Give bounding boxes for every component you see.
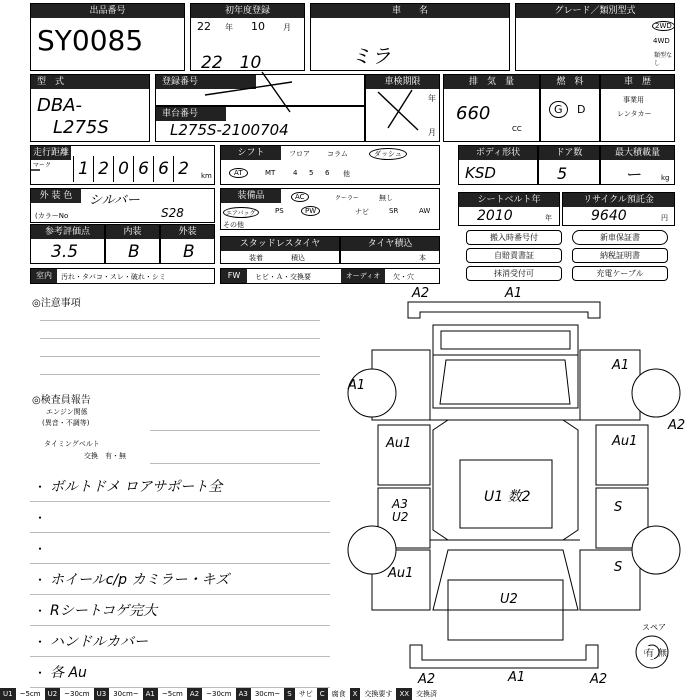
color-no-value: S28 [161,206,184,220]
legend-value: サビ [298,690,313,698]
shift-header: シフト [221,146,281,160]
car-name-header: 車 名 [311,4,509,18]
shift-mt: MT [265,169,276,177]
mileage-digit: 0 [113,156,133,182]
equipment-cooler: クーラー [335,195,360,202]
grade-header: グレード／類別型式 [516,4,674,18]
color-header: 外 装 色 [31,189,81,203]
tire-load-unit: 本 [419,254,426,262]
legend-key: A3 [236,688,251,700]
model-header: 型 式 [31,75,149,89]
report-item-bullet: ・ [34,511,47,525]
legend-value: 30cm~ [254,690,281,698]
history-header: 車 歴 [601,75,674,89]
mileage-digit: 6 [153,156,173,182]
tire-load-header: タイヤ積込 [341,237,439,251]
mark-a2-right: A2 [668,418,686,433]
recycle-unit: 円 [661,214,668,222]
score-header: 参考評価点 [31,225,104,239]
damage-legend [0,688,700,700]
doc-tax-cert: 納税証明書 [572,248,668,263]
report-item-bullet: ・ [34,666,47,680]
mileage-digit: 6 [133,156,153,182]
equipment-ac: AC [291,192,309,202]
legend-value: ~30cm [206,690,232,698]
seatbelt-header: シートベルト年 [459,193,559,207]
interior-row-items: 汚れ・タバコ・スレ・破れ・シミ [61,273,166,281]
interior-score-header: 内装 [106,225,159,239]
audio-items: 欠・穴 [393,273,414,281]
shift-6: 6 [325,169,330,177]
legend-key: XX [396,688,412,700]
model-line1: DBA- [37,95,83,116]
recycle-header: リサイクル預託金 [563,193,674,207]
equipment-sr: SR [389,207,399,215]
capacity-unit: kg [661,174,670,182]
report-item-text: 各 Au [50,665,87,681]
fuel-d: D [577,103,586,116]
capacity-header: 最大積載量 [601,146,674,160]
report-item-bullet: ・ [34,604,47,618]
mark-a3u2-left-rear-door: A3 U2 [392,497,409,524]
report-item-bullet: ・ [34,573,47,587]
shift-5: 5 [309,169,314,177]
engine-label: エンジン関係 [46,408,88,416]
body-value: KSD [465,164,496,182]
legend-key: S [284,688,294,700]
first-registration-header: 初年度登録 [191,4,304,18]
legend-value: ~30cm [64,690,90,698]
studless-header: スタッドレスタイヤ [221,237,339,251]
doors-value: 5 [557,164,568,183]
mark-u2-rear: U2 [500,592,518,607]
fw-row-label: FW [221,269,247,283]
mark-u1-roof: U1 数2 [484,489,531,505]
timing-exchange: 交換 有・無 [84,452,126,460]
mileage-digit: 1 [73,156,93,182]
first-reg-year-unit: 年 [225,23,233,32]
first-reg-year-text: 22 [197,20,211,33]
chassis-header: 車台番号 [156,107,226,121]
audio-label: オーディオ [341,269,385,283]
timing-label: タイミングベルト [44,440,100,448]
capacity-value: ー [625,165,642,184]
fuel-header: 燃 料 [541,75,599,89]
doc-self-cert: 自賠責書証 [466,248,562,263]
report-item-text: ホイールc/p カミラー・キズ [50,572,230,588]
report-item-bullet: ・ [34,542,47,556]
equipment-header: 装備品 [221,189,281,203]
shift-at: AT [229,168,248,178]
mileage-digit: 2 [173,156,193,182]
legend-value: ~5cm [19,690,41,698]
exterior-score-value: B [183,242,195,262]
exterior-score-header: 外装 [161,225,214,239]
equipment-none: 無し [379,194,393,202]
color-value: シルバー [89,193,140,208]
mark-a1-rear: A1 [508,670,526,685]
equipment-navi: ナビ [355,208,369,216]
mark-au1-left-rear: Au1 [388,566,414,581]
shift-floor: フロア [289,150,310,158]
seatbelt-unit: 年 [545,214,552,222]
seatbelt-value: 2010 [477,208,513,224]
model-line2: L275S [53,117,109,138]
history-business: 事業用 [623,96,644,104]
report-item-bullet: ・ [34,480,47,494]
shift-dash: ダッシュ [369,148,407,160]
engine-sub: (異音・不調等) [42,419,90,427]
interior-score-value: B [128,242,140,262]
registration-header: 登録番号 [156,75,256,89]
first-reg-month-unit: 月 [283,23,291,32]
mileage-marker: マーク [33,162,52,169]
legend-key: U1 [0,688,16,700]
studless-installed: 装着 [249,254,263,262]
first-reg-handwritten: 22 10 [201,53,262,73]
inspection-header: 車検期限 [366,75,439,89]
inspection-month-unit: 月 [428,128,436,137]
mark-a2-rear-left: A2 [418,672,436,687]
doc-manual: 搬入時番号付 [466,230,562,245]
mark-s-right-rear: S [614,560,623,575]
doc-charge: 充電ケーブル [572,266,668,281]
legend-value: 交換済 [416,690,438,698]
report-item-bullet: ・ [34,635,47,649]
mark-au1-left-front-door: Au1 [386,436,412,451]
fw-row-items: ヒビ・Ａ・交換要 [255,273,311,281]
equipment-airbag: エアバッグ [223,207,259,218]
report-item-text: ハンドルカバー [50,634,148,650]
lot-number-value: SY0085 [37,24,144,57]
legend-value: 腐食 [331,690,346,698]
history-rental: レンタカー [617,110,652,118]
spare-label: スペア [642,623,666,632]
equipment-aw: AW [419,207,431,215]
legend-key: X [350,688,361,700]
report-title: ◎検査員報告 [32,395,91,406]
chassis-value: L275S-2100704 [170,121,289,139]
legend-key: A2 [187,688,202,700]
interior-row-label: 室内 [31,269,57,283]
mark-s-right-rear-door: S [614,500,623,515]
grade-none: 類型なし [654,52,673,67]
shift-other: 他 [343,170,350,178]
doc-warranty: 新車保証書 [572,230,668,245]
mark-a2-front-left: A2 [412,286,430,301]
legend-key: U3 [94,688,110,700]
car-name-value: ミラ [351,44,391,68]
displacement-header: 排 気 量 [444,75,539,89]
displacement-value: 660 [456,103,491,124]
displacement-unit: CC [512,125,522,133]
mark-au1-right-front-door: Au1 [612,434,638,449]
studless-loaded: 積込 [291,254,305,262]
grade-4wd: 4WD [653,37,670,45]
legend-value: 交換要す [364,690,393,698]
shift-4: 4 [293,169,298,177]
legend-value: 30cm~ [113,690,139,698]
shift-column: コラム [327,150,348,158]
recycle-value: 9640 [591,208,627,224]
first-reg-month-text: 10 [251,20,265,33]
grade-2wd: 2WD [652,21,675,31]
color-no-label: (カラーNo [35,212,69,220]
equipment-pw: PW [301,206,320,216]
spare-alt: 無 [658,649,668,659]
body-header: ボディ形状 [459,146,537,160]
legend-value: ~5cm [161,690,183,698]
equipment-ps: PS [275,207,284,215]
inspection-year-unit: 年 [428,94,436,103]
report-item-text: Rシートコゲ完大 [50,603,158,619]
mark-a2-rear-right: A2 [590,672,608,687]
mileage-digit: 2 [93,156,113,182]
score-value: 3.5 [51,242,79,262]
lot-number-header: 出品番号 [31,4,184,18]
legend-key: A1 [143,688,158,700]
report-item-text: ボルトドメ ロアサポート全 [50,479,223,495]
doc-sale-cert: 抹消受付可 [466,266,562,281]
legend-key: C [317,688,328,700]
doors-header: ドア数 [539,146,599,160]
mark-a1-right-front: A1 [612,358,630,373]
mark-a1-left-front: A1 [348,378,366,393]
equipment-other: その他 [223,221,244,229]
spare-value: 有 [645,646,654,659]
mileage-header: 走行距離 [32,148,69,158]
fuel-g: G [549,101,568,118]
notes-title: ◎注意事項 [32,298,81,309]
legend-key: U2 [45,688,61,700]
mileage-unit: km [201,172,212,180]
mark-a1-front: A1 [505,286,523,301]
